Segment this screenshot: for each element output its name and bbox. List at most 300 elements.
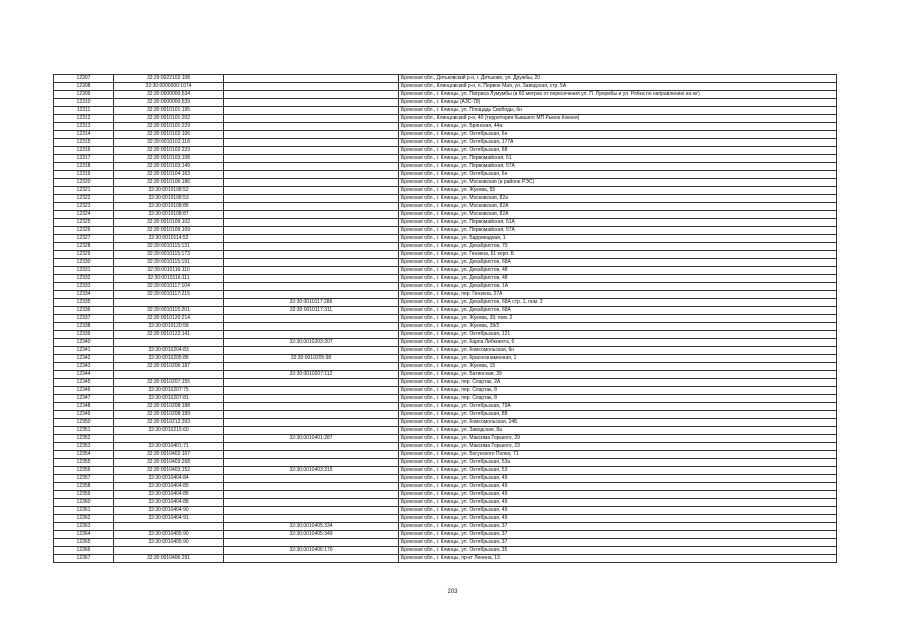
table-row bbox=[54, 451, 837, 459]
row-number-cell: 12311 bbox=[54, 107, 114, 115]
related-cadastral-number-cell bbox=[224, 163, 399, 171]
related-cadastral-number-cell bbox=[224, 459, 399, 467]
cadastral-number-cell: 32:30:0010206:187 bbox=[114, 363, 224, 371]
table-row bbox=[54, 539, 837, 547]
row-number-cell: 12321 bbox=[54, 187, 114, 195]
address-cell: Брянская обл., г. Клинцы, ул. Комсомольская, 24Б bbox=[399, 419, 837, 427]
address-cell: Брянская обл., г. Клинцы, ул. Октябрьская, 53а bbox=[399, 459, 837, 467]
related-cadastral-number-cell bbox=[224, 203, 399, 211]
address-cell: Брянская обл., г. Клинцы, пер. Спартак, 8 bbox=[399, 395, 837, 403]
address-cell: Брянская обл., г. Клинцы, ул. Московская (в районе РЭС) bbox=[399, 179, 837, 187]
related-cadastral-number-cell bbox=[224, 475, 399, 483]
address-cell: Брянская обл., г. Клинцы, ул. Октябрьская, 53 bbox=[399, 467, 837, 475]
cadastral-number-cell: 32:30:0010104:163 bbox=[114, 171, 224, 179]
row-number-cell: 12337 bbox=[54, 315, 114, 323]
address-cell: Брянская обл., г. Клинцы, ул. Комсомольская, 6н bbox=[399, 347, 837, 355]
cadastral-number-cell: 32:30:0010404:88 bbox=[114, 499, 224, 507]
table-row bbox=[54, 523, 837, 531]
row-number-cell: 12324 bbox=[54, 211, 114, 219]
row-number-cell: 12315 bbox=[54, 139, 114, 147]
row-number-cell: 12341 bbox=[54, 347, 114, 355]
row-number-cell: 12367 bbox=[54, 555, 114, 563]
cadastral-number-cell: 32:30:0010117:104 bbox=[114, 283, 224, 291]
table-row bbox=[54, 243, 837, 251]
address-cell: Брянская обл., г. Клинцы, ул. Жукова, 39, пом. 2 bbox=[399, 315, 837, 323]
cadastral-number-cell: 32:30:0010101:195 bbox=[114, 107, 224, 115]
row-number-cell: 12343 bbox=[54, 363, 114, 371]
table-row bbox=[54, 331, 837, 339]
registry-table-body bbox=[54, 75, 837, 563]
address-cell: Брянская обл., г. Клинцы, ул. Жукова, 15 bbox=[399, 363, 837, 371]
table-row bbox=[54, 475, 837, 483]
cadastral-number-cell: 32:30:0010404:86 bbox=[114, 491, 224, 499]
row-number-cell: 12340 bbox=[54, 339, 114, 347]
related-cadastral-number-cell bbox=[224, 75, 399, 83]
address-cell: Брянская обл., г. Клинцы, ул. Октябрьская, 121 bbox=[399, 331, 837, 339]
related-cadastral-number-cell bbox=[224, 419, 399, 427]
related-cadastral-number-cell bbox=[224, 427, 399, 435]
address-cell: Брянская обл., г. Клинцы, ул. Первомайская, 57А bbox=[399, 227, 837, 235]
address-cell: Брянская обл., г. Клинцы, ул. Гензена, 61 корп. Б bbox=[399, 251, 837, 259]
table-row bbox=[54, 363, 837, 371]
table-row bbox=[54, 435, 837, 443]
related-cadastral-number-cell bbox=[224, 147, 399, 155]
table-row bbox=[54, 147, 837, 155]
cadastral-number-cell: 32:30:0010109:109 bbox=[114, 227, 224, 235]
table-row bbox=[54, 203, 837, 211]
related-cadastral-number-cell bbox=[224, 123, 399, 131]
related-cadastral-number-cell bbox=[224, 155, 399, 163]
row-number-cell: 12307 bbox=[54, 75, 114, 83]
cadastral-number-cell bbox=[114, 435, 224, 443]
related-cadastral-number-cell bbox=[224, 251, 399, 259]
cadastral-number-cell: 32:30:0010102:106 bbox=[114, 131, 224, 139]
address-cell: Брянская обл., г. Клинцы, ул. Первомайская, 51 bbox=[399, 155, 837, 163]
row-number-cell: 12325 bbox=[54, 219, 114, 227]
row-number-cell: 12339 bbox=[54, 331, 114, 339]
address-cell: Брянская обл., г. Клинцы, пер. Спартак, 2А bbox=[399, 379, 837, 387]
row-number-cell: 12322 bbox=[54, 195, 114, 203]
cadastral-number-cell: 32:30:0010208:188 bbox=[114, 403, 224, 411]
cadastral-number-cell: 32:30:0010207:155 bbox=[114, 379, 224, 387]
table-row bbox=[54, 547, 837, 555]
row-number-cell: 12308 bbox=[54, 83, 114, 91]
related-cadastral-number-cell bbox=[224, 451, 399, 459]
table-row bbox=[54, 91, 837, 99]
related-cadastral-number-cell bbox=[224, 243, 399, 251]
table-row bbox=[54, 419, 837, 427]
table-row bbox=[54, 403, 837, 411]
table-row bbox=[54, 171, 837, 179]
address-cell: Брянская обл., г. Клинцы, ул. Октябрьская, 49 bbox=[399, 515, 837, 523]
cadastral-number-cell bbox=[114, 299, 224, 307]
cadastral-number-cell: 32:30:0010406:291 bbox=[114, 555, 224, 563]
related-cadastral-number-cell: 32:30:0010203:207 bbox=[224, 339, 399, 347]
cadastral-number-cell: 32:30:0010122:141 bbox=[114, 331, 224, 339]
address-cell: Брянская обл., г. Клинцы, ул. Жукова, 39/2 bbox=[399, 323, 837, 331]
related-cadastral-number-cell bbox=[224, 99, 399, 107]
address-cell: Брянская обл., Клинцовский р-н, п. Первое Мая, ул. Заводская, стр. 5А bbox=[399, 83, 837, 91]
address-cell: Брянская обл., г. Клинцы, ул. Октябрьская, 49 bbox=[399, 491, 837, 499]
address-cell: Брянская обл., Дятьковский р-н, г. Дятьково, ул. Дружбы, 20 bbox=[399, 75, 837, 83]
address-cell: Брянская обл., г. Клинцы, ул. Октябрьская, 49 bbox=[399, 499, 837, 507]
cadastral-number-cell: 32:30:0010404:85 bbox=[114, 483, 224, 491]
cadastral-number-cell: 32:30:0010403:268 bbox=[114, 459, 224, 467]
related-cadastral-number-cell: 32:30:0010117:311 bbox=[224, 307, 399, 315]
cadastral-number-cell: 32:30:0010115:201 bbox=[114, 307, 224, 315]
related-cadastral-number-cell bbox=[224, 387, 399, 395]
cadastral-number-cell: 32:30:0010103:108 bbox=[114, 155, 224, 163]
related-cadastral-number-cell bbox=[224, 395, 399, 403]
address-cell: Брянская обл., г. Клинцы, ул. Максима Горького, 23 bbox=[399, 443, 837, 451]
row-number-cell: 12319 bbox=[54, 171, 114, 179]
table-row bbox=[54, 99, 837, 107]
row-number-cell: 12363 bbox=[54, 523, 114, 531]
address-cell: Брянская обл., г. Клинцы, ул. Октябрьская, 37 bbox=[399, 539, 837, 547]
row-number-cell: 12328 bbox=[54, 243, 114, 251]
address-cell: Брянская обл., г. Клинцы, ул. Октябрьская, 177А bbox=[399, 139, 837, 147]
related-cadastral-number-cell bbox=[224, 171, 399, 179]
related-cadastral-number-cell bbox=[224, 347, 399, 355]
cadastral-number-cell: 32:30:0000000:534 bbox=[114, 91, 224, 99]
table-row bbox=[54, 515, 837, 523]
related-cadastral-number-cell bbox=[224, 131, 399, 139]
table-row bbox=[54, 115, 837, 123]
row-number-cell: 12349 bbox=[54, 411, 114, 419]
address-cell: Брянская обл., г. Клинцы (АЗС-78) bbox=[399, 99, 837, 107]
cadastral-number-cell: 32:30:0010401:71 bbox=[114, 443, 224, 451]
cadastral-number-cell: 32:30:0010108:87 bbox=[114, 211, 224, 219]
cadastral-number-cell: 32:30:0010102:223 bbox=[114, 147, 224, 155]
table-row bbox=[54, 75, 837, 83]
related-cadastral-number-cell bbox=[224, 227, 399, 235]
address-cell: Брянская обл., г. Клинцы, ул. Первомайская, 57А bbox=[399, 163, 837, 171]
table-row bbox=[54, 251, 837, 259]
related-cadastral-number-cell bbox=[224, 195, 399, 203]
address-cell: Брянская обл., г. Клинцы, ул. Брянская, 44а bbox=[399, 123, 837, 131]
table-row bbox=[54, 347, 837, 355]
row-number-cell: 12318 bbox=[54, 163, 114, 171]
related-cadastral-number-cell bbox=[224, 491, 399, 499]
address-cell: Брянская обл., г. Клинцы, ул. Патриса Лумумбы (в 60 метрах от пересечения ул. П. Лумумбы и ул. Рябка по направлению на юг) bbox=[399, 91, 837, 99]
address-cell: Брянская обл., г. Клинцы, ул. Декабристов, 68А стр. 1, пом. 2 bbox=[399, 299, 837, 307]
cadastral-number-cell: 32:30:0010404:90 bbox=[114, 507, 224, 515]
row-number-cell: 12313 bbox=[54, 123, 114, 131]
address-cell: Брянская обл., г. Клинцы, пер. Спартак, 8 bbox=[399, 387, 837, 395]
address-cell: Брянская обл., г. Клинцы, ул. Октябрьская, 6н bbox=[399, 171, 837, 179]
address-cell: Брянская обл., г. Клинцы, ул. Жукова, 55 bbox=[399, 187, 837, 195]
address-cell: Брянская обл., г. Клинцы, ул. Карла Либкнехта, 6 bbox=[399, 339, 837, 347]
table-row bbox=[54, 411, 837, 419]
related-cadastral-number-cell bbox=[224, 315, 399, 323]
related-cadastral-number-cell: 32:30:0010405:334 bbox=[224, 523, 399, 531]
row-number-cell: 12320 bbox=[54, 179, 114, 187]
related-cadastral-number-cell bbox=[224, 323, 399, 331]
table-row bbox=[54, 107, 837, 115]
cadastral-number-cell: 32:30:0010106:186 bbox=[114, 179, 224, 187]
address-cell: Брянская обл., г. Клинцы, ул. Декабристов, 68А bbox=[399, 259, 837, 267]
cadastral-number-cell bbox=[114, 523, 224, 531]
address-cell: Брянская обл., г. Клинцы, ул. Октябрьская, 6н bbox=[399, 131, 837, 139]
table-row bbox=[54, 555, 837, 563]
cadastral-number-cell: 32:30:0010116:111 bbox=[114, 275, 224, 283]
table-row bbox=[54, 443, 837, 451]
address-cell: Брянская обл., г. Клинцы, ул. Декабристов, 48 bbox=[399, 267, 837, 275]
address-cell: Брянская обл., Клинцовский р-н, 40 (территория бывшего МП Рынок Кокнея) bbox=[399, 115, 837, 123]
row-number-cell: 12336 bbox=[54, 307, 114, 315]
address-cell: Брянская обл., г. Клинцы, ул. Октябрьская, 79А bbox=[399, 403, 837, 411]
address-cell: Брянская обл., г. Клинцы, ул. Заводская, 8а bbox=[399, 427, 837, 435]
address-cell: Брянская обл., г. Клинцы, ул. Московская, 82а bbox=[399, 195, 837, 203]
row-number-cell: 12365 bbox=[54, 539, 114, 547]
cadastral-number-cell: 32:30:0010405:90 bbox=[114, 531, 224, 539]
table-row bbox=[54, 507, 837, 515]
table-row bbox=[54, 155, 837, 163]
related-cadastral-number-cell bbox=[224, 219, 399, 227]
table-row bbox=[54, 291, 837, 299]
address-cell: Брянская обл., г. Клинцы, ул. Октябрьская, 37 bbox=[399, 531, 837, 539]
table-row bbox=[54, 187, 837, 195]
address-cell: Брянская обл., г. Клинцы, ул. Декабристов, 48 bbox=[399, 275, 837, 283]
cadastral-number-cell: 32:30:0010116:110 bbox=[114, 267, 224, 275]
related-cadastral-number-cell: 32:30:0010401:287 bbox=[224, 435, 399, 443]
table-row bbox=[54, 163, 837, 171]
cadastral-number-cell: 32:30:0010207:81 bbox=[114, 395, 224, 403]
row-number-cell: 12317 bbox=[54, 155, 114, 163]
related-cadastral-number-cell: 32:30:0010403:316 bbox=[224, 467, 399, 475]
related-cadastral-number-cell: 32:30:0010405:349 bbox=[224, 531, 399, 539]
registry-table bbox=[53, 74, 837, 563]
related-cadastral-number-cell bbox=[224, 291, 399, 299]
cadastral-number-cell: 32:30:0010404:91 bbox=[114, 515, 224, 523]
row-number-cell: 12310 bbox=[54, 99, 114, 107]
table-row bbox=[54, 83, 837, 91]
related-cadastral-number-cell bbox=[224, 539, 399, 547]
address-cell: Брянская обл., г. Клинцы, ул. Октябрьская, 49 bbox=[399, 475, 837, 483]
row-number-cell: 12354 bbox=[54, 451, 114, 459]
address-cell: Брянская обл., г. Клинцы, ул. Краснознаменная, 1 bbox=[399, 355, 837, 363]
related-cadastral-number-cell bbox=[224, 275, 399, 283]
cadastral-number-cell: 32:30:0010117:215 bbox=[114, 291, 224, 299]
row-number-cell: 12351 bbox=[54, 427, 114, 435]
table-row bbox=[54, 315, 837, 323]
address-cell: Брянская обл., г. Клинцы, ул. Октябрьская, 88 bbox=[399, 411, 837, 419]
cadastral-number-cell: 32:30:0010101:202 bbox=[114, 115, 224, 123]
row-number-cell: 12334 bbox=[54, 291, 114, 299]
table-row bbox=[54, 491, 837, 499]
address-cell: Брянская обл., г. Клинцы, ул. Декабристов, 70 bbox=[399, 243, 837, 251]
address-cell: Брянская обл., г. Клинцы, ул. Площадь Свободы, 6н bbox=[399, 107, 837, 115]
table-row bbox=[54, 323, 837, 331]
related-cadastral-number-cell bbox=[224, 259, 399, 267]
address-cell: Брянская обл., г. Клинцы, ул. Октябрьская, 37 bbox=[399, 523, 837, 531]
row-number-cell: 12332 bbox=[54, 275, 114, 283]
related-cadastral-number-cell bbox=[224, 403, 399, 411]
table-row bbox=[54, 259, 837, 267]
table-row bbox=[54, 427, 837, 435]
related-cadastral-number-cell bbox=[224, 115, 399, 123]
row-number-cell: 12355 bbox=[54, 459, 114, 467]
related-cadastral-number-cell bbox=[224, 283, 399, 291]
address-cell: Брянская обл., г. Клинцы, ул. Московская, 82А bbox=[399, 203, 837, 211]
row-number-cell: 12353 bbox=[54, 443, 114, 451]
related-cadastral-number-cell bbox=[224, 235, 399, 243]
table-row bbox=[54, 371, 837, 379]
related-cadastral-number-cell bbox=[224, 107, 399, 115]
row-number-cell: 12364 bbox=[54, 531, 114, 539]
related-cadastral-number-cell: 32:30:0010406:170 bbox=[224, 547, 399, 555]
row-number-cell: 12348 bbox=[54, 403, 114, 411]
address-cell: Брянская обл., г. Клинцы, ул. Московская, 82А bbox=[399, 211, 837, 219]
table-row bbox=[54, 211, 837, 219]
address-cell: Брянская обл., г. Клинцы, ул. Декабристов, 1А bbox=[399, 283, 837, 291]
related-cadastral-number-cell bbox=[224, 187, 399, 195]
row-number-cell: 12327 bbox=[54, 235, 114, 243]
table-row bbox=[54, 483, 837, 491]
cadastral-number-cell: 32:30:0010109:102 bbox=[114, 219, 224, 227]
row-number-cell: 12338 bbox=[54, 323, 114, 331]
table-row bbox=[54, 499, 837, 507]
table-row bbox=[54, 531, 837, 539]
related-cadastral-number-cell bbox=[224, 555, 399, 563]
cadastral-number-cell bbox=[114, 339, 224, 347]
address-cell: Брянская обл., г. Клинцы, пер. Гензена, 27А bbox=[399, 291, 837, 299]
row-number-cell: 12335 bbox=[54, 299, 114, 307]
cadastral-number-cell: 32:30:0010108:52 bbox=[114, 187, 224, 195]
cadastral-number-cell: 32:30:0010215:60 bbox=[114, 427, 224, 435]
table-row bbox=[54, 235, 837, 243]
related-cadastral-number-cell: 32:30:0010205:98 bbox=[224, 355, 399, 363]
cadastral-number-cell: 32:30:0010208:189 bbox=[114, 411, 224, 419]
table-row bbox=[54, 395, 837, 403]
cadastral-number-cell: 32:30:0010207:75 bbox=[114, 387, 224, 395]
cadastral-number-cell: 32:30:0010404:84 bbox=[114, 475, 224, 483]
address-cell: Брянская обл., г. Клинцы, ул. Максима Горького, 29 bbox=[399, 435, 837, 443]
cadastral-number-cell: 32:30:0010115:173 bbox=[114, 251, 224, 259]
table-row bbox=[54, 195, 837, 203]
row-number-cell: 12342 bbox=[54, 355, 114, 363]
related-cadastral-number-cell bbox=[224, 443, 399, 451]
cadastral-number-cell: 32:30:0010103:149 bbox=[114, 163, 224, 171]
table-row bbox=[54, 459, 837, 467]
table-row bbox=[54, 339, 837, 347]
cadastral-number-cell: 32:30:0010405:90 bbox=[114, 539, 224, 547]
row-number-cell: 12347 bbox=[54, 395, 114, 403]
cadastral-number-cell: 32:30:0000000:539 bbox=[114, 99, 224, 107]
row-number-cell: 12350 bbox=[54, 419, 114, 427]
table-row bbox=[54, 139, 837, 147]
related-cadastral-number-cell: 32:30:0010117:286 bbox=[224, 299, 399, 307]
row-number-cell: 12326 bbox=[54, 227, 114, 235]
table-row bbox=[54, 387, 837, 395]
row-number-cell: 12358 bbox=[54, 483, 114, 491]
cadastral-number-cell bbox=[114, 547, 224, 555]
table-row bbox=[54, 467, 837, 475]
table-row bbox=[54, 275, 837, 283]
row-number-cell: 12329 bbox=[54, 251, 114, 259]
table-row bbox=[54, 131, 837, 139]
related-cadastral-number-cell bbox=[224, 499, 399, 507]
address-cell: Брянская обл., г. Клинцы, ул. Октябрьская, 68 bbox=[399, 147, 837, 155]
address-cell: Брянская обл., г. Клинцы, ул. Баррикадная, 1 bbox=[399, 235, 837, 243]
cadastral-number-cell: 32:30:0010108:53 bbox=[114, 195, 224, 203]
related-cadastral-number-cell bbox=[224, 91, 399, 99]
related-cadastral-number-cell bbox=[224, 267, 399, 275]
table-row bbox=[54, 179, 837, 187]
row-number-cell: 12312 bbox=[54, 115, 114, 123]
address-cell: Брянская обл., г. Клинцы, ул. Октябрьская, 49 bbox=[399, 507, 837, 515]
related-cadastral-number-cell bbox=[224, 507, 399, 515]
table-row bbox=[54, 379, 837, 387]
row-number-cell: 12360 bbox=[54, 499, 114, 507]
cadastral-number-cell: 32:30:0010108:86 bbox=[114, 203, 224, 211]
table-row bbox=[54, 219, 837, 227]
related-cadastral-number-cell bbox=[224, 379, 399, 387]
table-row bbox=[54, 355, 837, 363]
row-number-cell: 12352 bbox=[54, 435, 114, 443]
related-cadastral-number-cell: 32:30:0010207:112 bbox=[224, 371, 399, 379]
row-number-cell: 12344 bbox=[54, 371, 114, 379]
row-number-cell: 12330 bbox=[54, 259, 114, 267]
related-cadastral-number-cell bbox=[224, 363, 399, 371]
table-row bbox=[54, 307, 837, 315]
cadastral-number-cell: 32:30:0010102:118 bbox=[114, 139, 224, 147]
table-row bbox=[54, 267, 837, 275]
address-cell: Брянская обл., г. Клинцы, ул. Первомайская, 51А bbox=[399, 219, 837, 227]
cadastral-number-cell: 32:30:0010204:83 bbox=[114, 347, 224, 355]
related-cadastral-number-cell bbox=[224, 515, 399, 523]
row-number-cell: 12314 bbox=[54, 131, 114, 139]
cadastral-number-cell: 32:30:0010403:152 bbox=[114, 467, 224, 475]
address-cell: Брянская обл., г. Клинцы, ул. Декабристов, 68А bbox=[399, 307, 837, 315]
cadastral-number-cell: 32:29:0022102:108 bbox=[114, 75, 224, 83]
row-number-cell: 12366 bbox=[54, 547, 114, 555]
row-number-cell: 12333 bbox=[54, 283, 114, 291]
cadastral-number-cell: 32:30:0010101:229 bbox=[114, 123, 224, 131]
address-cell: Брянская обл., г. Клинцы, ул. Октябрьская, 49 bbox=[399, 483, 837, 491]
address-cell: Брянская обл., г. Клинцы, ул. Богунского Полка, 71 bbox=[399, 451, 837, 459]
row-number-cell: 12323 bbox=[54, 203, 114, 211]
related-cadastral-number-cell bbox=[224, 83, 399, 91]
cadastral-number-cell: 32:30:0010115:191 bbox=[114, 259, 224, 267]
row-number-cell: 12316 bbox=[54, 147, 114, 155]
related-cadastral-number-cell bbox=[224, 331, 399, 339]
related-cadastral-number-cell bbox=[224, 411, 399, 419]
address-cell: Брянская обл., г. Клинцы, пр-кт Ленина, 13 bbox=[399, 555, 837, 563]
row-number-cell: 12357 bbox=[54, 475, 114, 483]
page-number: 203 bbox=[447, 589, 458, 595]
cadastral-number-cell: 32:30:0010120:58 bbox=[114, 323, 224, 331]
related-cadastral-number-cell bbox=[224, 139, 399, 147]
cadastral-number-cell bbox=[114, 371, 224, 379]
cadastral-number-cell: 32:30:0010205:86 bbox=[114, 355, 224, 363]
table-row bbox=[54, 227, 837, 235]
table-row bbox=[54, 283, 837, 291]
row-number-cell: 12359 bbox=[54, 491, 114, 499]
cadastral-number-cell: 32:30:0010120:214 bbox=[114, 315, 224, 323]
cadastral-number-cell: 32:30:0010115:131 bbox=[114, 243, 224, 251]
row-number-cell: 12345 bbox=[54, 379, 114, 387]
related-cadastral-number-cell bbox=[224, 179, 399, 187]
row-number-cell: 12346 bbox=[54, 387, 114, 395]
row-number-cell: 12331 bbox=[54, 267, 114, 275]
table-row bbox=[54, 123, 837, 131]
row-number-cell: 12361 bbox=[54, 507, 114, 515]
row-number-cell: 12309 bbox=[54, 91, 114, 99]
address-cell: Брянская обл., г. Клинцы, ул. Батинская, 39 bbox=[399, 371, 837, 379]
table-row bbox=[54, 299, 837, 307]
cadastral-number-cell: 32:30:0010402:107 bbox=[114, 451, 224, 459]
